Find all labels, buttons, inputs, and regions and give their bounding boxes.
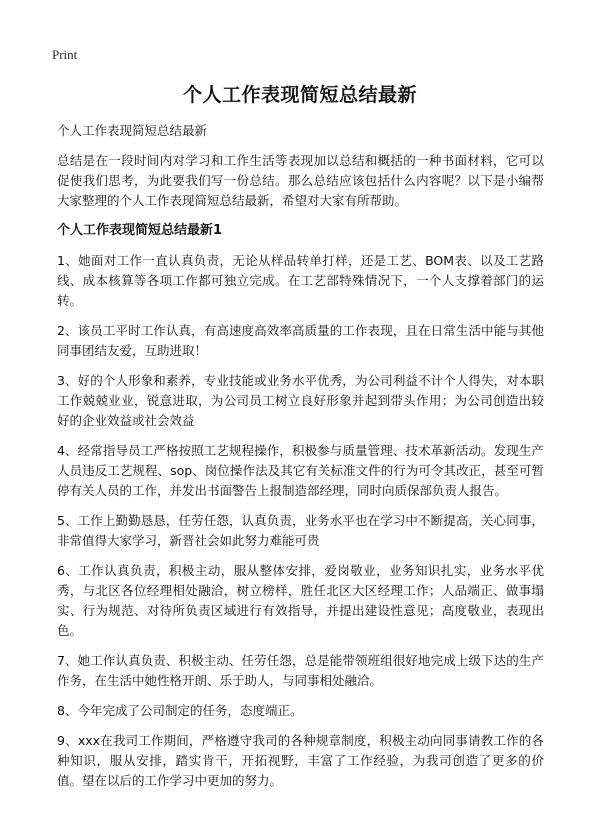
list-item: 6、工作认真负责，积极主动，服从整体安排，爱岗敬业，业务知识扎实，业务水平优秀，与北区各位经理相处融洽，树立榜样，胜任北区大区经理工作；人品端正、做事塌实、行为规范、对待所负责区域进行有效指导，并提出建设性意见；高度敬业，表现出色。 xyxy=(57,563,544,638)
list-item: 7、她工作认真负责、积极主动、任劳任怨，总是能带领班组很好地完成上级下达的生产作务，在生活中她性格开朗、乐于助人，与同事相处融洽。 xyxy=(57,653,544,688)
list-item: 8、今年完成了公司制定的任务，态度端正。 xyxy=(57,703,303,718)
list-item: 1、她面对工作一直认真负责，无论从样品转单打样，还是工艺、BOM表、以及工艺路线、成本核算等各项工作都可独立完成。在工艺部特殊情况下，一个人支撑着部门的运转。 xyxy=(57,253,544,308)
list-item: 2、该员工平时工作认真，有高速度高效率高质量的工作表现，且在日常生活中能与其他同事团结友爱，互助进取！ xyxy=(57,323,544,358)
list-item: 9、xxx在我司工作期间，严格遵守我司的各种规章制度，积极主动向同事请教工作的各种知识，服从安排，踏实肯干，开拓视野，丰富了工作经验，为我司创造了更多的价值。望在以后的工作学习中更加的努力。 xyxy=(57,733,544,788)
section-heading: 个人工作表现简短总结最新1 xyxy=(57,223,223,238)
page-title: 个人工作表现简短总结最新 xyxy=(182,84,417,106)
intro-paragraph: 总结是在一段时间内对学习和工作生活等表现加以总结和概括的一种书面材料，它可以促使我们思考，为此要我们写一份总结。那么总结应该包括什么内容呢？以下是小编帮大家整理的个人工作表现简短总结最新，希望对大家有所帮助。 xyxy=(57,153,544,208)
list-item: 3、好的个人形象和素养，专业技能或业务水平优秀，为公司利益不计个人得失，对本职工作兢兢业业，锐意进取，为公司员工树立良好形象并起到带头作用；为公司创造出较好的企业效益或社会效益 xyxy=(57,373,544,428)
list-item: 4、经常指导员工严格按照工艺规程操作，积极参与质量管理、技术革新活动。发现生产人员违反工艺规程、sop、岗位操作法及其它有关标准文件的行为可令其改正，甚至可暂停有关人员的工作，并发出书面警告上报制造部经理，同时向质保部负责人报告。 xyxy=(57,443,544,498)
document-subtitle: 个人工作表现简短总结最新 xyxy=(57,123,208,138)
document-body xyxy=(57,121,544,801)
list-item: 5、工作上勤勤恳恳，任劳任怨，认真负责，业务水平也在学习中不断提高，关心同事，非常值得大家学习，新晋社会如此努力难能可贵 xyxy=(57,513,544,548)
print-link[interactable]: Print xyxy=(52,47,78,62)
